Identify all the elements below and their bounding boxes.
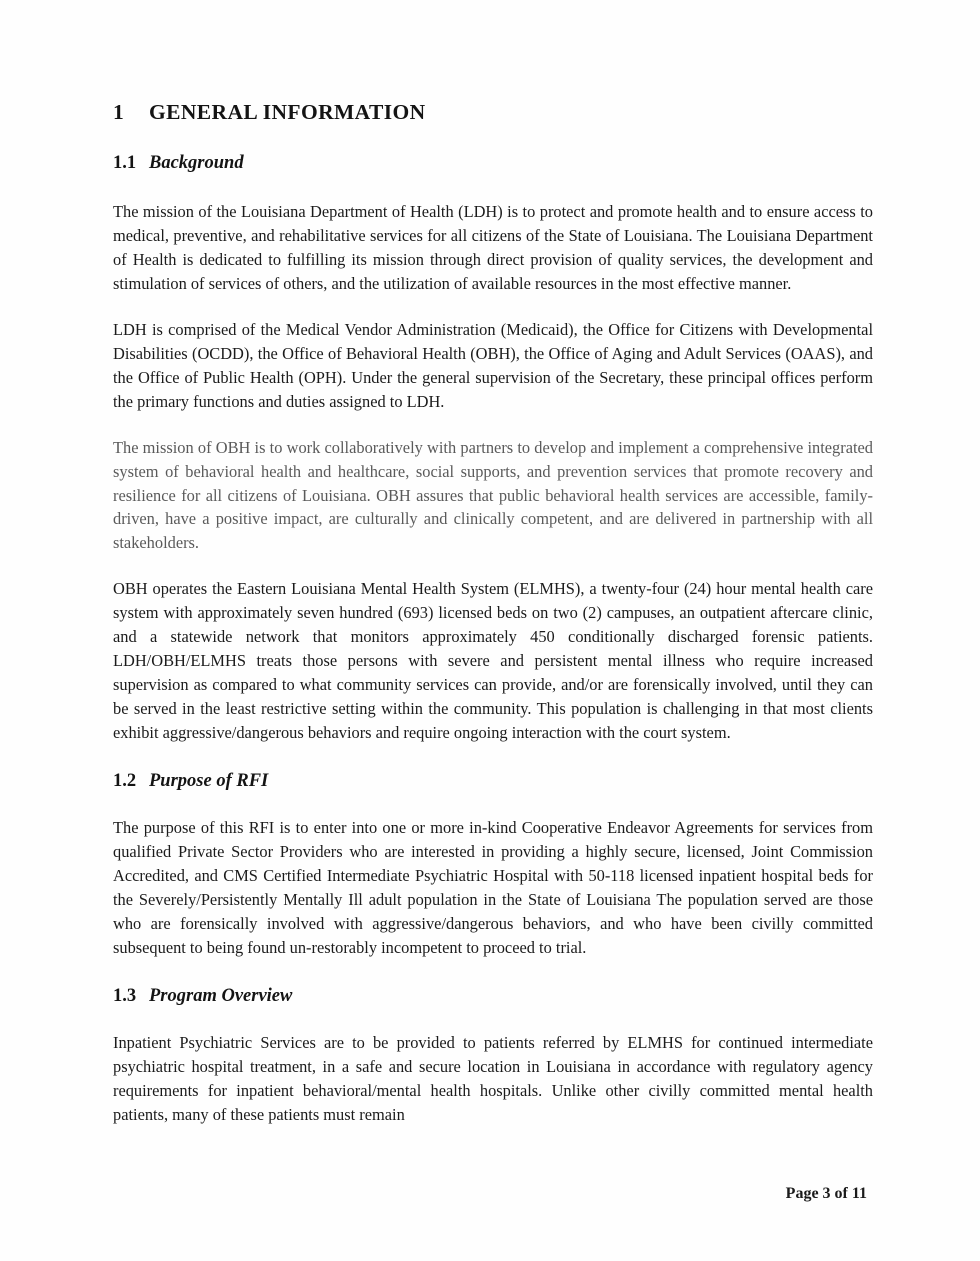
section-number: 1	[113, 100, 125, 124]
paragraph: The mission of OBH is to work collaboratively with partners to develop and implement a comprehensive integrated system of behavioral health and healthcare, social supports, and prevention services that promote recovery and resilience for all citizens of Louisiana. OBH assures that public behavioral health services are accessible, family-driven, have a positive impact, are culturally and clinically competent, and are delivered in partnership with all stakeholders.	[113, 437, 873, 553]
paragraph: OBH operates the Eastern Louisiana Mental Health System (ELMHS), a twenty-four (24) hour mental health care system with approximately seven hundred (693) licensed beds on two (2) campuses, an outpatient aftercare clinic, and a statewide network that monitors approximately 450 conditionally discharged forensic patients. LDH/OBH/ELMHS treats those persons with severe and persistent mental illness who require increased supervision as compared to what community services can provide, and/or are forensically involved, until they can be served in the least restrictive setting within the community. This population is challenging in that most clients exhibit aggressive/dangerous behaviors and require ongoing interaction with the court system.	[113, 579, 873, 743]
subsection-number-1-2: 1.2	[113, 771, 137, 792]
paragraph: Inpatient Psychiatric Services are to be provided to patients referred by ELMHS for continued intermediate psychiatric hospital treatment, in a safe and secure location in Louisiana in accordance with regulatory agency requirements for inpatient behavioral/mental health hospitals. Unlike other civilly committed mental health patients, many of these patients must remain	[113, 1032, 873, 1124]
subsection-title-1-1: Background	[149, 153, 244, 173]
section-title-text: GENERAL INFORMATION	[149, 100, 426, 124]
page-title	[113, 100, 873, 125]
paragraph: LDH is comprised of the Medical Vendor Administration (Medicaid), the Office for Citizens with Developmental Disabilities (OCDD), the Office of Behavioral Health (OBH), the Office of Aging and Adult Services (OAAS), and the Office of Public Health (OPH). Under the general supervision of the Secretary, these principal offices perform the primary functions and duties assigned to LDH.	[113, 319, 873, 411]
subsection-title-1-2: Purpose of RFI	[149, 771, 269, 792]
page-content	[113, 100, 873, 1149]
subsection-heading-background	[113, 153, 873, 174]
subsection-title-1-3: Program Overview	[149, 985, 293, 1006]
subsection-heading-program-overview	[113, 986, 873, 1007]
subsection-heading-purpose-of-rfi	[113, 771, 873, 792]
paragraph: The mission of the Louisiana Department of Health (LDH) is to protect and promote health and to ensure access to medical, preventive, and rehabilitative services for all citizens of the State of Louisiana. The Louisiana Department of Health is dedicated to fulfilling its mission through direct provision of quality services, the development and stimulation of services of others, and the utilization of available resources in the most effective manner.	[113, 202, 873, 293]
paragraph: The purpose of this RFI is to enter into one or more in-kind Cooperative Endeavor Agreements for services from qualified Private Sector Providers who are interested in providing a highly secure, licensed, Joint Commission Accredited, and CMS Certified Intermediate Psychiatric Hospital with 50-118 licensed inpatient hospital beds for the Severely/Persistently Mentally Ill adult population in the State of Louisiana The population served are those who are forensically involved with aggressive/dangerous behaviors, and who have been civilly committed subsequent to being found un-restorably incompetent to proceed to trial.	[113, 818, 873, 957]
subsection-number-1-3: 1.3	[113, 985, 137, 1006]
page-footer: Page 3 of 11	[785, 1185, 867, 1202]
subsection-number-1-1: 1.1	[113, 153, 137, 173]
